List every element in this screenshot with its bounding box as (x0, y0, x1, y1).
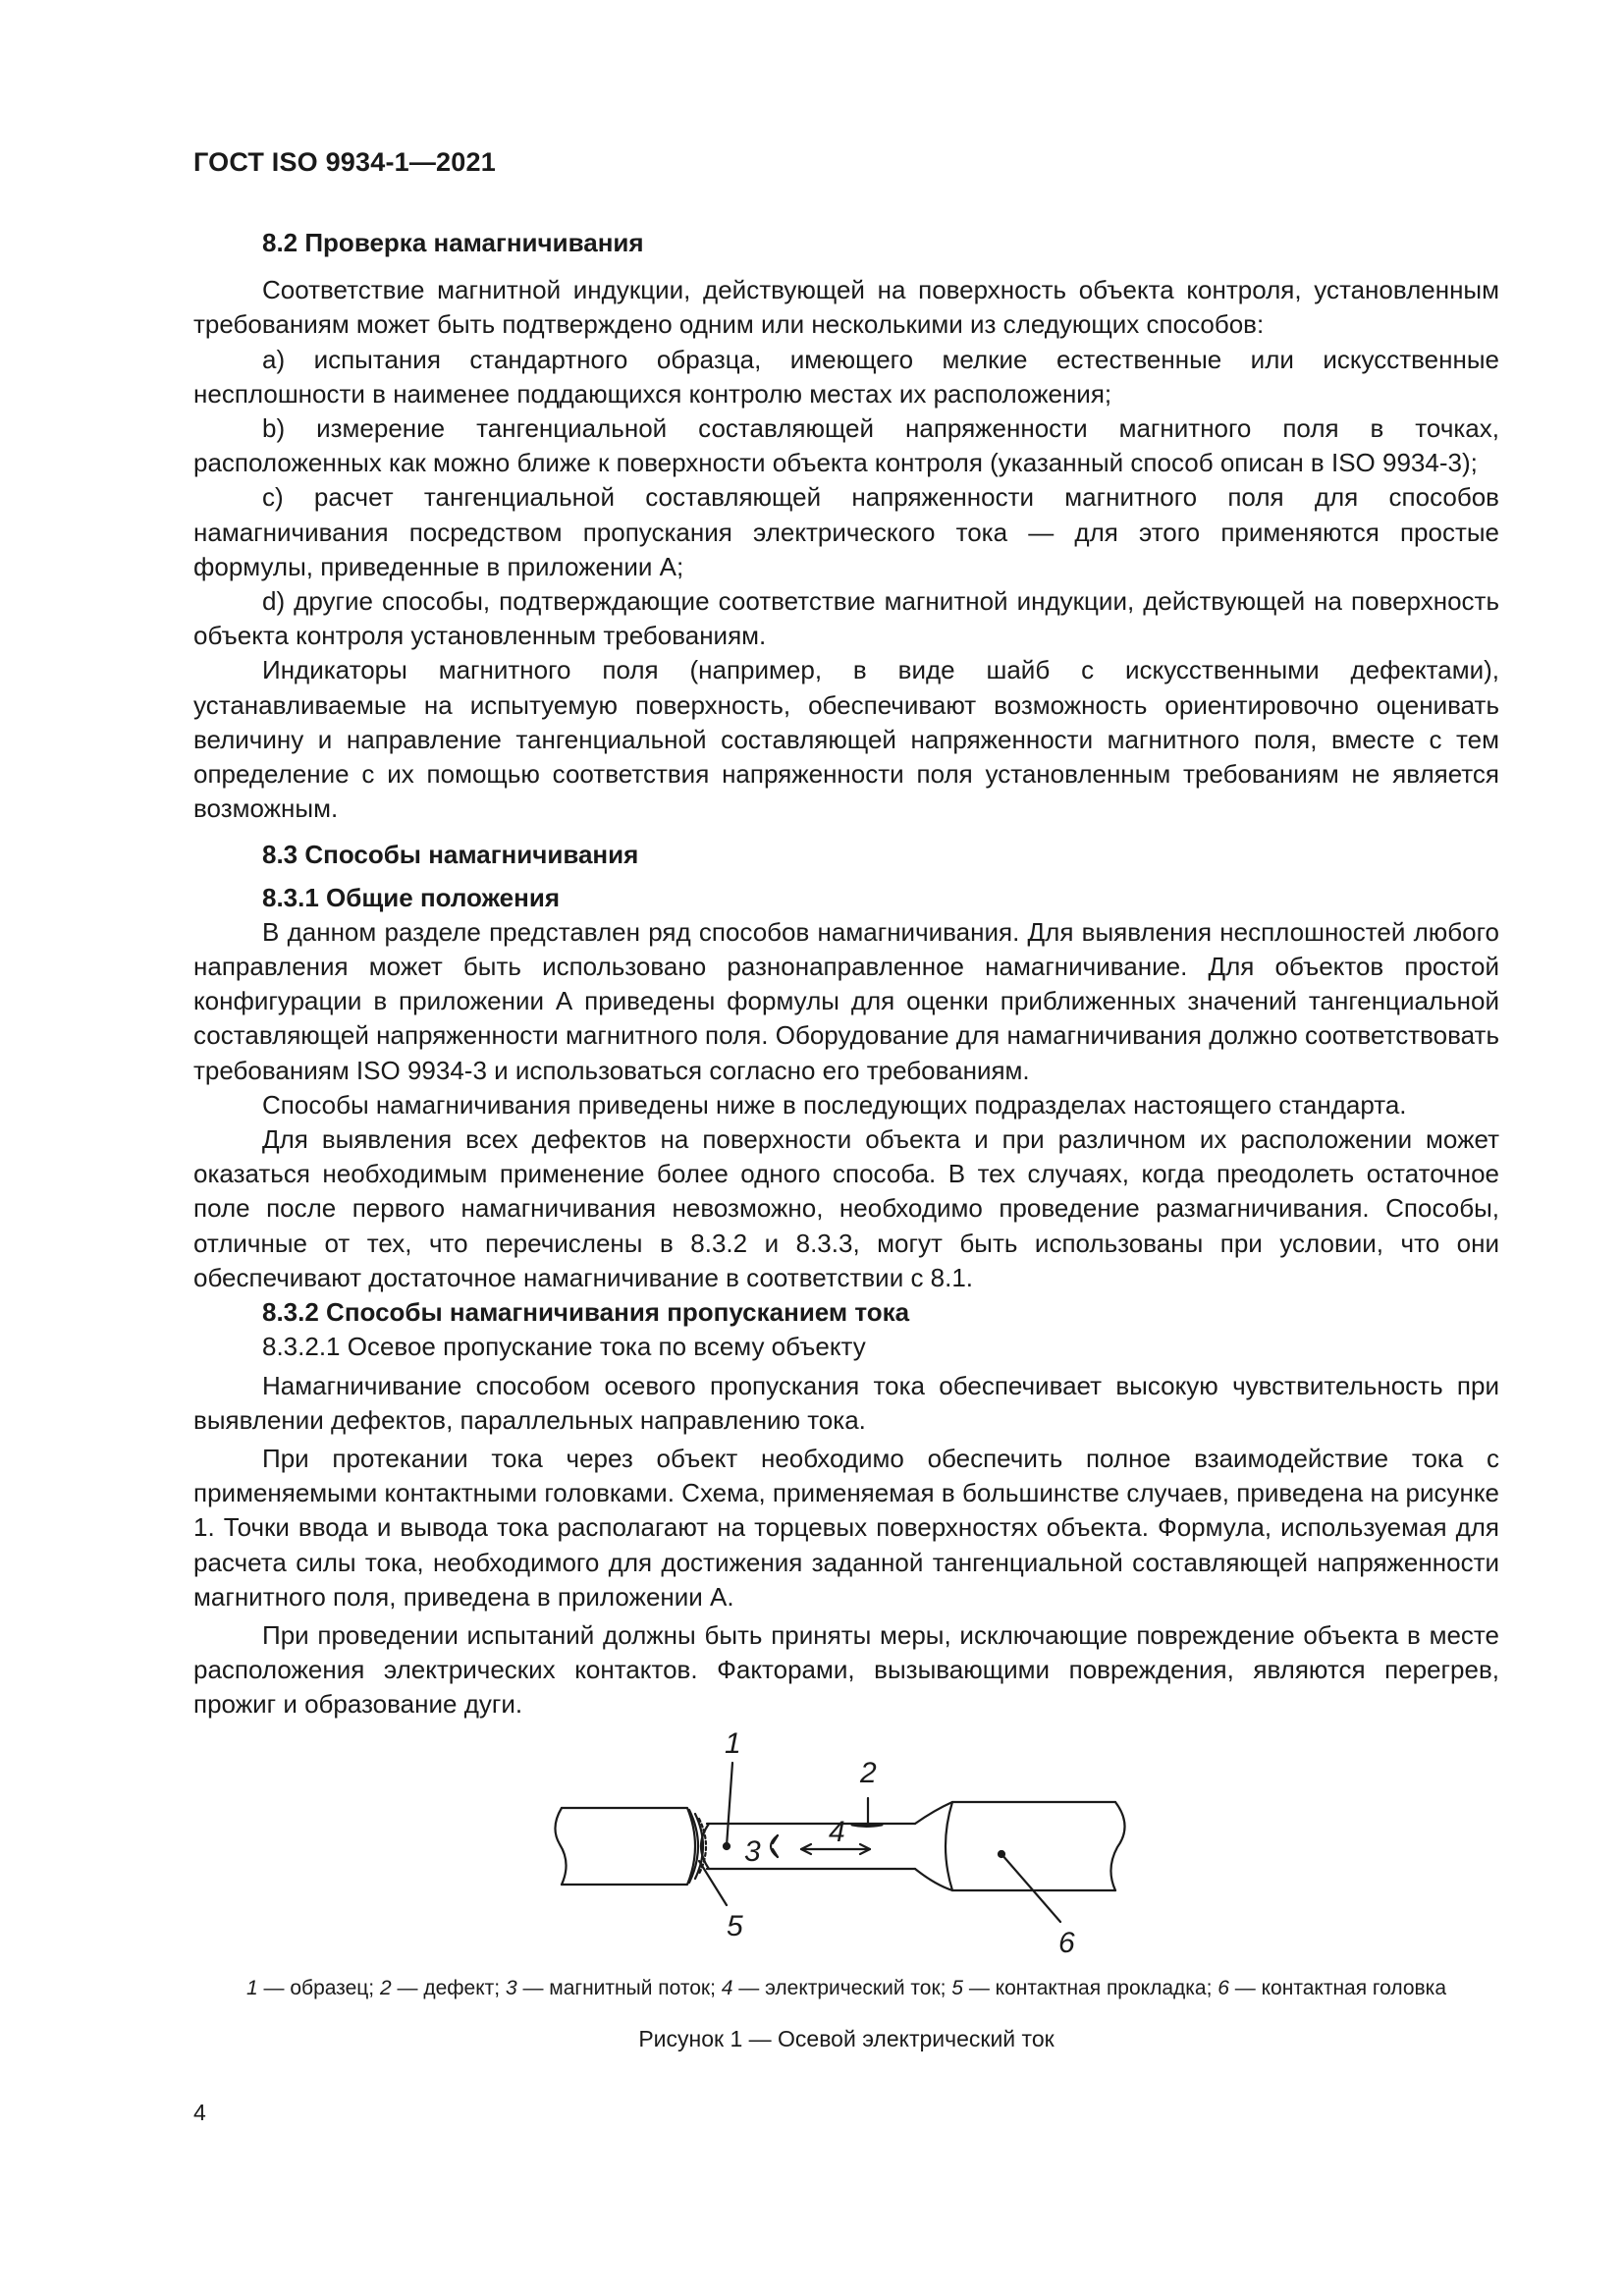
legend-number: 3 (505, 1977, 517, 1999)
paragraph: В данном разделе представлен ряд способов намагничивания. Для выявления несплошностей любого направления может быть использовано разнонаправленное намагничивание. Для объектов простой конфигурации в приложении А приведены формулы для оценки приближенных значений тангенциальной составляющей напряженности магнитного поля. Оборудование для намагничивания должно соответствовать требованиям ISO 9934-3 и использоваться согласно его требованиям. (193, 916, 1499, 1085)
section-8-3-1-heading: 8.3.1 Общие положения (262, 882, 560, 912)
legend-text: — образец; (257, 1977, 380, 1999)
paragraph: Способы намагничивания приведены ниже в последующих подразделах настоящего стандарта. (262, 1089, 1407, 1120)
figure-legend (193, 1976, 1499, 2001)
paragraph: Индикаторы магнитного поля (например, в виде шайб с искусственными дефектами), устанавливаемые на испытуемую поверхность, обеспечивают возможность ориентировочно оценивать величину и направление тангенциальной составляющей напряженности магнитного поля, вместе с тем определение с их помощью соответствия напряженности поля установленным требованиям не является возможным. (193, 655, 1499, 824)
callout-5: 5 (727, 1910, 743, 1942)
legend-text: — дефект; (391, 1977, 506, 1999)
legend-number: 2 (379, 1977, 392, 1999)
document-header: ГОСТ ISO 9934-1—2021 (193, 147, 496, 177)
page-number: 4 (193, 2100, 206, 2125)
paragraph: Намагничивание способом осевого пропускания тока обеспечивает высокую чувствительность при выявлении дефектов, параллельных направлению тока. (193, 1370, 1499, 1435)
figure-1 (550, 1714, 1129, 1959)
paragraph: При проведении испытаний должны быть приняты меры, исключающие повреждение объекта в месте расположения электрических контактов. Факторами, вызывающими повреждения, являются перегрев, прожиг и образование дуги. (193, 1619, 1499, 1720)
figure-caption: Рисунок 1 — Осевой электрический ток (638, 2026, 1055, 2051)
section-8-3-2-heading: 8.3.2 Способы намагничивания пропусканием тока (262, 1297, 910, 1328)
legend-text: — контактная головка (1228, 1977, 1446, 1999)
legend-number: 4 (721, 1977, 733, 1999)
callout-6: 6 (1058, 1927, 1075, 1959)
paragraph: Соответствие магнитной индукции, действующей на поверхность объекта контроля, установленным требованиям может быть подтверждено одним или несколькими из следующих способов: (193, 275, 1499, 340)
list-item-d: d) другие способы, подтверждающие соответствие магнитной индукции, действующей на поверхность объекта контроля установленным требованиям. (193, 586, 1499, 651)
legend-text: — контактная прокладка; (962, 1977, 1218, 1999)
list-item-a: a) испытания стандартного образца, имеющего мелкие естественные или искусственные несплошности в наименее поддающихся контролю местах их расположения; (193, 344, 1499, 409)
subsection-8-3-2-1-heading: 8.3.2.1 Осевое пропускание тока по всему объекту (262, 1332, 866, 1362)
legend-text: — магнитный поток; (516, 1977, 722, 1999)
callout-1: 1 (725, 1727, 741, 1760)
callout-4: 4 (829, 1816, 845, 1848)
paragraph: Для выявления всех дефектов на поверхности объекта и при различном их расположении может оказаться необходимым применение более одного способа. В тех случаях, когда преодолеть остаточное поле после первого намагничивания невозможно, необходимо проведение размагничивания. Способы, отличные от тех, что перечислены в 8.3.2 и 8.3.3, могут быть использованы при условии, что они обеспечивают достаточное намагничивание в соответствии с 8.1. (193, 1124, 1499, 1292)
list-item-c: c) расчет тангенциальной составляющей напряженности магнитного поля для способов намагничивания посредством пропускания электрического тока — для этого применяются простые формулы, приведенные в приложении А; (193, 482, 1499, 581)
main-content (193, 226, 1499, 1722)
specimen (707, 1824, 915, 1869)
legend-number: 1 (246, 1977, 258, 1999)
section-8-2-heading: 8.2 Проверка намагничивания (262, 228, 644, 257)
callout-2: 2 (860, 1757, 877, 1789)
axial-current-diagram (550, 1714, 1129, 1959)
legend-number: 6 (1217, 1977, 1229, 1999)
callout-3: 3 (744, 1835, 761, 1868)
section-8-3-heading: 8.3 Способы намагничивания (262, 840, 639, 870)
legend-number: 5 (951, 1977, 963, 1999)
list-item-b: b) измерение тангенциальной составляющей напряженности магнитного поля в точках, расположенных как можно ближе к поверхности объекта контроля (указанный способ описан в ISO 9934-3); (193, 413, 1499, 478)
paragraph: При протекании тока через объект необходимо обеспечить полное взаимодействие тока с применяемыми контактными головками. Схема, применяемая в большинстве случаев, приведена на рисунке 1. Точки ввода и вывода тока располагают на торцевых поверхностях объекта. Формула, используемая для расчета силы тока, необходимого для достижения заданной тангенциальной составляющей напряженности магнитного поля, приведена в приложении А. (193, 1443, 1499, 1612)
left-contact-head (562, 1808, 695, 1885)
legend-text: — электрический ток; (732, 1977, 952, 1999)
